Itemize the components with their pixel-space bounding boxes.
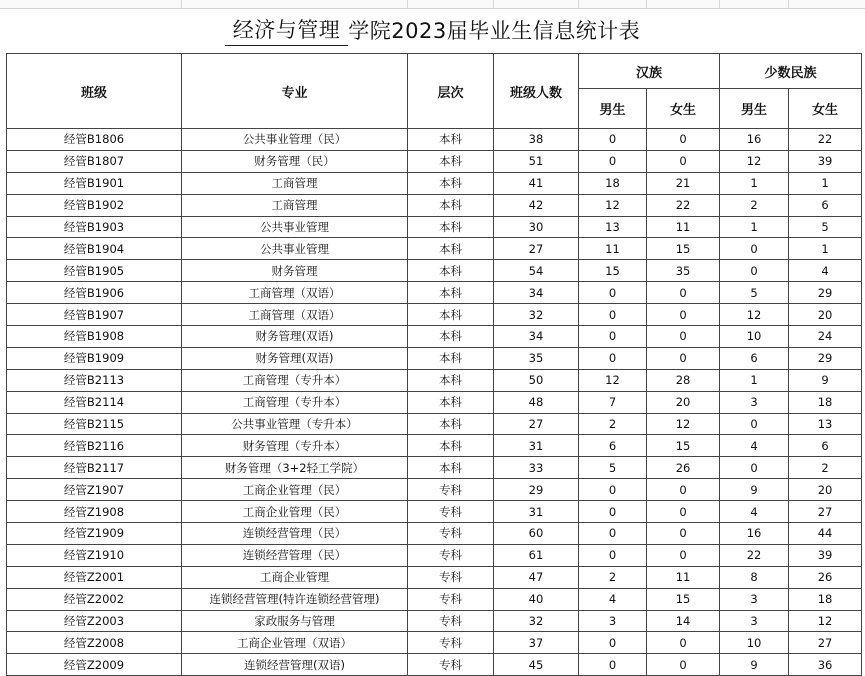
cell-class: 经管B1905 bbox=[7, 260, 182, 282]
cell-han-male: 2 bbox=[579, 413, 647, 435]
cell-class: 经管B1806 bbox=[7, 129, 182, 151]
cell-minority-male: 2 bbox=[720, 194, 789, 216]
cell-minority-female: 44 bbox=[789, 523, 862, 545]
cell-count: 35 bbox=[494, 347, 579, 369]
cell-class: 经管B1807 bbox=[7, 150, 182, 172]
cell-level: 专科 bbox=[408, 588, 494, 610]
cell-han-male: 0 bbox=[579, 347, 647, 369]
cell-count: 32 bbox=[494, 610, 579, 632]
cell-han-male: 0 bbox=[579, 632, 647, 654]
cell-minority-female: 6 bbox=[789, 435, 862, 457]
cell-minority-female: 29 bbox=[789, 347, 862, 369]
cell-major: 连锁经营管理（民） bbox=[182, 523, 408, 545]
table-row bbox=[7, 304, 862, 326]
cell-han-female: 14 bbox=[647, 610, 720, 632]
cell-class: 经管B1909 bbox=[7, 347, 182, 369]
cell-han-male: 0 bbox=[579, 150, 647, 172]
cell-han-female: 0 bbox=[647, 654, 720, 676]
header-level: 层次 bbox=[408, 54, 494, 129]
cell-minority-male: 3 bbox=[720, 391, 789, 413]
cell-count: 37 bbox=[494, 632, 579, 654]
cell-count: 48 bbox=[494, 391, 579, 413]
cell-han-male: 5 bbox=[579, 457, 647, 479]
cell-level: 本科 bbox=[408, 435, 494, 457]
cell-major: 工商管理（专升本） bbox=[182, 391, 408, 413]
table-header bbox=[7, 54, 862, 129]
cell-han-female: 0 bbox=[647, 326, 720, 348]
college-name-blank: 经济与管理 bbox=[225, 14, 349, 46]
cell-han-female: 28 bbox=[647, 369, 720, 391]
cell-minority-male: 1 bbox=[720, 369, 789, 391]
cell-minority-male: 22 bbox=[720, 544, 789, 566]
cell-count: 34 bbox=[494, 282, 579, 304]
cell-count: 31 bbox=[494, 501, 579, 523]
cell-count: 33 bbox=[494, 457, 579, 479]
table-row bbox=[7, 501, 862, 523]
table-row bbox=[7, 216, 862, 238]
cell-han-male: 0 bbox=[579, 129, 647, 151]
cell-count: 27 bbox=[494, 238, 579, 260]
cell-han-female: 15 bbox=[647, 588, 720, 610]
cell-han-male: 0 bbox=[579, 654, 647, 676]
table-row bbox=[7, 129, 862, 151]
cell-count: 61 bbox=[494, 544, 579, 566]
cell-han-female: 15 bbox=[647, 435, 720, 457]
table-row bbox=[7, 238, 862, 260]
cell-minority-female: 9 bbox=[789, 369, 862, 391]
cell-level: 专科 bbox=[408, 654, 494, 676]
cell-level: 专科 bbox=[408, 544, 494, 566]
cell-major: 连锁经营管理(特许连锁经营管理) bbox=[182, 588, 408, 610]
cell-han-female: 0 bbox=[647, 479, 720, 501]
header-class: 班级 bbox=[7, 54, 182, 129]
cell-major: 公共事业管理（民） bbox=[182, 129, 408, 151]
cell-class: 经管B2114 bbox=[7, 391, 182, 413]
cell-minority-female: 24 bbox=[789, 326, 862, 348]
header-han-male: 男生 bbox=[579, 89, 647, 129]
cell-han-female: 26 bbox=[647, 457, 720, 479]
cell-count: 29 bbox=[494, 479, 579, 501]
table-row bbox=[7, 544, 862, 566]
cell-han-female: 0 bbox=[647, 150, 720, 172]
cell-minority-male: 12 bbox=[720, 150, 789, 172]
table-row bbox=[7, 610, 862, 632]
table-row bbox=[7, 413, 862, 435]
cell-minority-male: 0 bbox=[720, 457, 789, 479]
cell-minority-male: 4 bbox=[720, 435, 789, 457]
cell-han-male: 15 bbox=[579, 260, 647, 282]
cell-level: 本科 bbox=[408, 391, 494, 413]
cell-han-male: 13 bbox=[579, 216, 647, 238]
cell-class: 经管Z2003 bbox=[7, 610, 182, 632]
cell-major: 连锁经营管理(双语) bbox=[182, 654, 408, 676]
cell-class: 经管B1901 bbox=[7, 172, 182, 194]
cell-minority-female: 20 bbox=[789, 304, 862, 326]
cell-count: 51 bbox=[494, 150, 579, 172]
cell-level: 本科 bbox=[408, 369, 494, 391]
cell-han-male: 7 bbox=[579, 391, 647, 413]
table-row bbox=[7, 479, 862, 501]
cell-minority-male: 12 bbox=[720, 304, 789, 326]
cell-class: 经管Z2001 bbox=[7, 566, 182, 588]
cell-class: 经管B1902 bbox=[7, 194, 182, 216]
cell-count: 30 bbox=[494, 216, 579, 238]
cell-count: 45 bbox=[494, 654, 579, 676]
cell-major: 工商管理（双语） bbox=[182, 304, 408, 326]
cell-minority-male: 8 bbox=[720, 566, 789, 588]
table-row bbox=[7, 282, 862, 304]
cell-count: 60 bbox=[494, 523, 579, 545]
cell-major: 财务管理（专升本） bbox=[182, 435, 408, 457]
cell-level: 专科 bbox=[408, 479, 494, 501]
cell-class: 经管Z2002 bbox=[7, 588, 182, 610]
cell-level: 本科 bbox=[408, 238, 494, 260]
cell-minority-male: 0 bbox=[720, 260, 789, 282]
cell-major: 公共事业管理（专升本） bbox=[182, 413, 408, 435]
cell-minority-male: 16 bbox=[720, 129, 789, 151]
cell-han-male: 0 bbox=[579, 501, 647, 523]
cell-major: 工商企业管理（民） bbox=[182, 479, 408, 501]
table-row bbox=[7, 435, 862, 457]
cell-class: 经管B2117 bbox=[7, 457, 182, 479]
cell-han-male: 4 bbox=[579, 588, 647, 610]
cell-class: 经管Z2008 bbox=[7, 632, 182, 654]
cell-minority-female: 1 bbox=[789, 238, 862, 260]
table-row bbox=[7, 194, 862, 216]
cell-count: 38 bbox=[494, 129, 579, 151]
header-han-female: 女生 bbox=[647, 89, 720, 129]
header-minority-female: 女生 bbox=[789, 89, 862, 129]
graduate-stats-table bbox=[6, 53, 862, 676]
cell-minority-male: 0 bbox=[720, 238, 789, 260]
cell-level: 专科 bbox=[408, 632, 494, 654]
cell-class: 经管B1903 bbox=[7, 216, 182, 238]
header-count: 班级人数 bbox=[494, 54, 579, 129]
cell-major: 财务管理(双语) bbox=[182, 326, 408, 348]
cell-minority-female: 2 bbox=[789, 457, 862, 479]
cell-class: 经管Z2009 bbox=[7, 654, 182, 676]
cell-han-female: 0 bbox=[647, 282, 720, 304]
cell-level: 专科 bbox=[408, 566, 494, 588]
table-row bbox=[7, 150, 862, 172]
table-row bbox=[7, 369, 862, 391]
cell-han-male: 0 bbox=[579, 544, 647, 566]
cell-major: 工商管理（双语） bbox=[182, 282, 408, 304]
cell-minority-female: 27 bbox=[789, 501, 862, 523]
table-row bbox=[7, 523, 862, 545]
cell-minority-female: 29 bbox=[789, 282, 862, 304]
cell-minority-female: 18 bbox=[789, 588, 862, 610]
cell-han-male: 0 bbox=[579, 304, 647, 326]
cell-level: 本科 bbox=[408, 129, 494, 151]
cell-level: 本科 bbox=[408, 216, 494, 238]
cell-han-male: 0 bbox=[579, 282, 647, 304]
cell-major: 连锁经营管理（民） bbox=[182, 544, 408, 566]
cell-major: 家政服务与管理 bbox=[182, 610, 408, 632]
cell-major: 工商管理 bbox=[182, 172, 408, 194]
cell-class: 经管B2115 bbox=[7, 413, 182, 435]
cell-class: 经管B2116 bbox=[7, 435, 182, 457]
cell-major: 工商企业管理（双语） bbox=[182, 632, 408, 654]
cell-han-male: 0 bbox=[579, 479, 647, 501]
cell-level: 专科 bbox=[408, 610, 494, 632]
cell-minority-female: 39 bbox=[789, 150, 862, 172]
cell-minority-male: 16 bbox=[720, 523, 789, 545]
cell-han-female: 20 bbox=[647, 391, 720, 413]
cell-han-female: 15 bbox=[647, 238, 720, 260]
cell-minority-female: 6 bbox=[789, 194, 862, 216]
cell-han-female: 11 bbox=[647, 216, 720, 238]
cell-minority-male: 1 bbox=[720, 172, 789, 194]
cell-han-male: 0 bbox=[579, 523, 647, 545]
cell-major: 工商管理 bbox=[182, 194, 408, 216]
cell-major: 公共事业管理 bbox=[182, 216, 408, 238]
cell-minority-male: 9 bbox=[720, 479, 789, 501]
cell-level: 本科 bbox=[408, 457, 494, 479]
table-row bbox=[7, 632, 862, 654]
table-row bbox=[7, 347, 862, 369]
cell-han-male: 12 bbox=[579, 194, 647, 216]
cell-class: 经管B1904 bbox=[7, 238, 182, 260]
cell-han-female: 0 bbox=[647, 304, 720, 326]
cell-han-female: 35 bbox=[647, 260, 720, 282]
cell-minority-female: 22 bbox=[789, 129, 862, 151]
title-text: 学院2023届毕业生信息统计表 bbox=[348, 19, 641, 43]
cell-minority-male: 3 bbox=[720, 610, 789, 632]
cell-han-male: 2 bbox=[579, 566, 647, 588]
cell-minority-male: 5 bbox=[720, 282, 789, 304]
cell-han-male: 18 bbox=[579, 172, 647, 194]
cell-count: 41 bbox=[494, 172, 579, 194]
cell-count: 47 bbox=[494, 566, 579, 588]
cell-han-female: 0 bbox=[647, 347, 720, 369]
cell-minority-male: 9 bbox=[720, 654, 789, 676]
cell-minority-male: 1 bbox=[720, 216, 789, 238]
cell-level: 专科 bbox=[408, 523, 494, 545]
cell-count: 31 bbox=[494, 435, 579, 457]
cell-count: 34 bbox=[494, 326, 579, 348]
cell-level: 本科 bbox=[408, 282, 494, 304]
cell-minority-female: 1 bbox=[789, 172, 862, 194]
cell-minority-male: 6 bbox=[720, 347, 789, 369]
cell-level: 本科 bbox=[408, 260, 494, 282]
cell-class: 经管Z1909 bbox=[7, 523, 182, 545]
cell-count: 27 bbox=[494, 413, 579, 435]
header-han: 汉族 bbox=[579, 54, 720, 89]
cell-count: 54 bbox=[494, 260, 579, 282]
table-row bbox=[7, 588, 862, 610]
table-row bbox=[7, 391, 862, 413]
cell-class: 经管B1906 bbox=[7, 282, 182, 304]
cell-minority-female: 5 bbox=[789, 216, 862, 238]
cell-class: 经管B2113 bbox=[7, 369, 182, 391]
cell-level: 本科 bbox=[408, 347, 494, 369]
cell-level: 专科 bbox=[408, 501, 494, 523]
cell-han-female: 22 bbox=[647, 194, 720, 216]
cell-han-male: 12 bbox=[579, 369, 647, 391]
cell-minority-male: 10 bbox=[720, 632, 789, 654]
cell-han-male: 0 bbox=[579, 326, 647, 348]
cell-minority-male: 3 bbox=[720, 588, 789, 610]
cell-minority-female: 12 bbox=[789, 610, 862, 632]
cell-minority-female: 26 bbox=[789, 566, 862, 588]
cell-major: 财务管理 bbox=[182, 260, 408, 282]
cell-class: 经管B1907 bbox=[7, 304, 182, 326]
cell-count: 40 bbox=[494, 588, 579, 610]
table-row bbox=[7, 172, 862, 194]
cell-han-female: 0 bbox=[647, 129, 720, 151]
header-minority-male: 男生 bbox=[720, 89, 789, 129]
cell-level: 本科 bbox=[408, 413, 494, 435]
table-row bbox=[7, 326, 862, 348]
cell-han-female: 0 bbox=[647, 632, 720, 654]
cell-minority-male: 4 bbox=[720, 501, 789, 523]
cell-level: 本科 bbox=[408, 194, 494, 216]
cell-level: 本科 bbox=[408, 304, 494, 326]
cell-major: 工商企业管理（民） bbox=[182, 501, 408, 523]
cell-level: 本科 bbox=[408, 326, 494, 348]
cell-level: 本科 bbox=[408, 150, 494, 172]
cell-major: 财务管理（民） bbox=[182, 150, 408, 172]
cell-minority-male: 10 bbox=[720, 326, 789, 348]
table-row bbox=[7, 654, 862, 676]
cell-han-female: 12 bbox=[647, 413, 720, 435]
cell-count: 50 bbox=[494, 369, 579, 391]
cell-han-male: 3 bbox=[579, 610, 647, 632]
table-row bbox=[7, 260, 862, 282]
cell-major: 财务管理（3+2轻工学院） bbox=[182, 457, 408, 479]
cell-minority-female: 20 bbox=[789, 479, 862, 501]
cell-minority-female: 39 bbox=[789, 544, 862, 566]
cell-han-female: 21 bbox=[647, 172, 720, 194]
header-minority: 少数民族 bbox=[720, 54, 862, 89]
cell-minority-female: 27 bbox=[789, 632, 862, 654]
cell-han-female: 0 bbox=[647, 523, 720, 545]
cell-major: 工商企业管理 bbox=[182, 566, 408, 588]
cell-major: 工商管理（专升本） bbox=[182, 369, 408, 391]
cell-class: 经管Z1908 bbox=[7, 501, 182, 523]
table-row bbox=[7, 457, 862, 479]
cell-minority-female: 13 bbox=[789, 413, 862, 435]
cell-minority-male: 0 bbox=[720, 413, 789, 435]
header-major: 专业 bbox=[182, 54, 408, 129]
cell-major: 公共事业管理 bbox=[182, 238, 408, 260]
cell-major: 财务管理(双语) bbox=[182, 347, 408, 369]
cell-class: 经管Z1910 bbox=[7, 544, 182, 566]
cell-class: 经管Z1907 bbox=[7, 479, 182, 501]
cell-han-female: 0 bbox=[647, 544, 720, 566]
cell-level: 本科 bbox=[408, 172, 494, 194]
cell-count: 42 bbox=[494, 194, 579, 216]
cell-minority-female: 4 bbox=[789, 260, 862, 282]
page-title bbox=[0, 8, 865, 52]
table-body bbox=[7, 129, 862, 676]
table-row bbox=[7, 566, 862, 588]
cell-count: 32 bbox=[494, 304, 579, 326]
cell-han-male: 6 bbox=[579, 435, 647, 457]
cell-han-male: 11 bbox=[579, 238, 647, 260]
cell-class: 经管B1908 bbox=[7, 326, 182, 348]
cell-minority-female: 18 bbox=[789, 391, 862, 413]
cell-han-female: 0 bbox=[647, 501, 720, 523]
cell-han-female: 11 bbox=[647, 566, 720, 588]
cell-minority-female: 36 bbox=[789, 654, 862, 676]
